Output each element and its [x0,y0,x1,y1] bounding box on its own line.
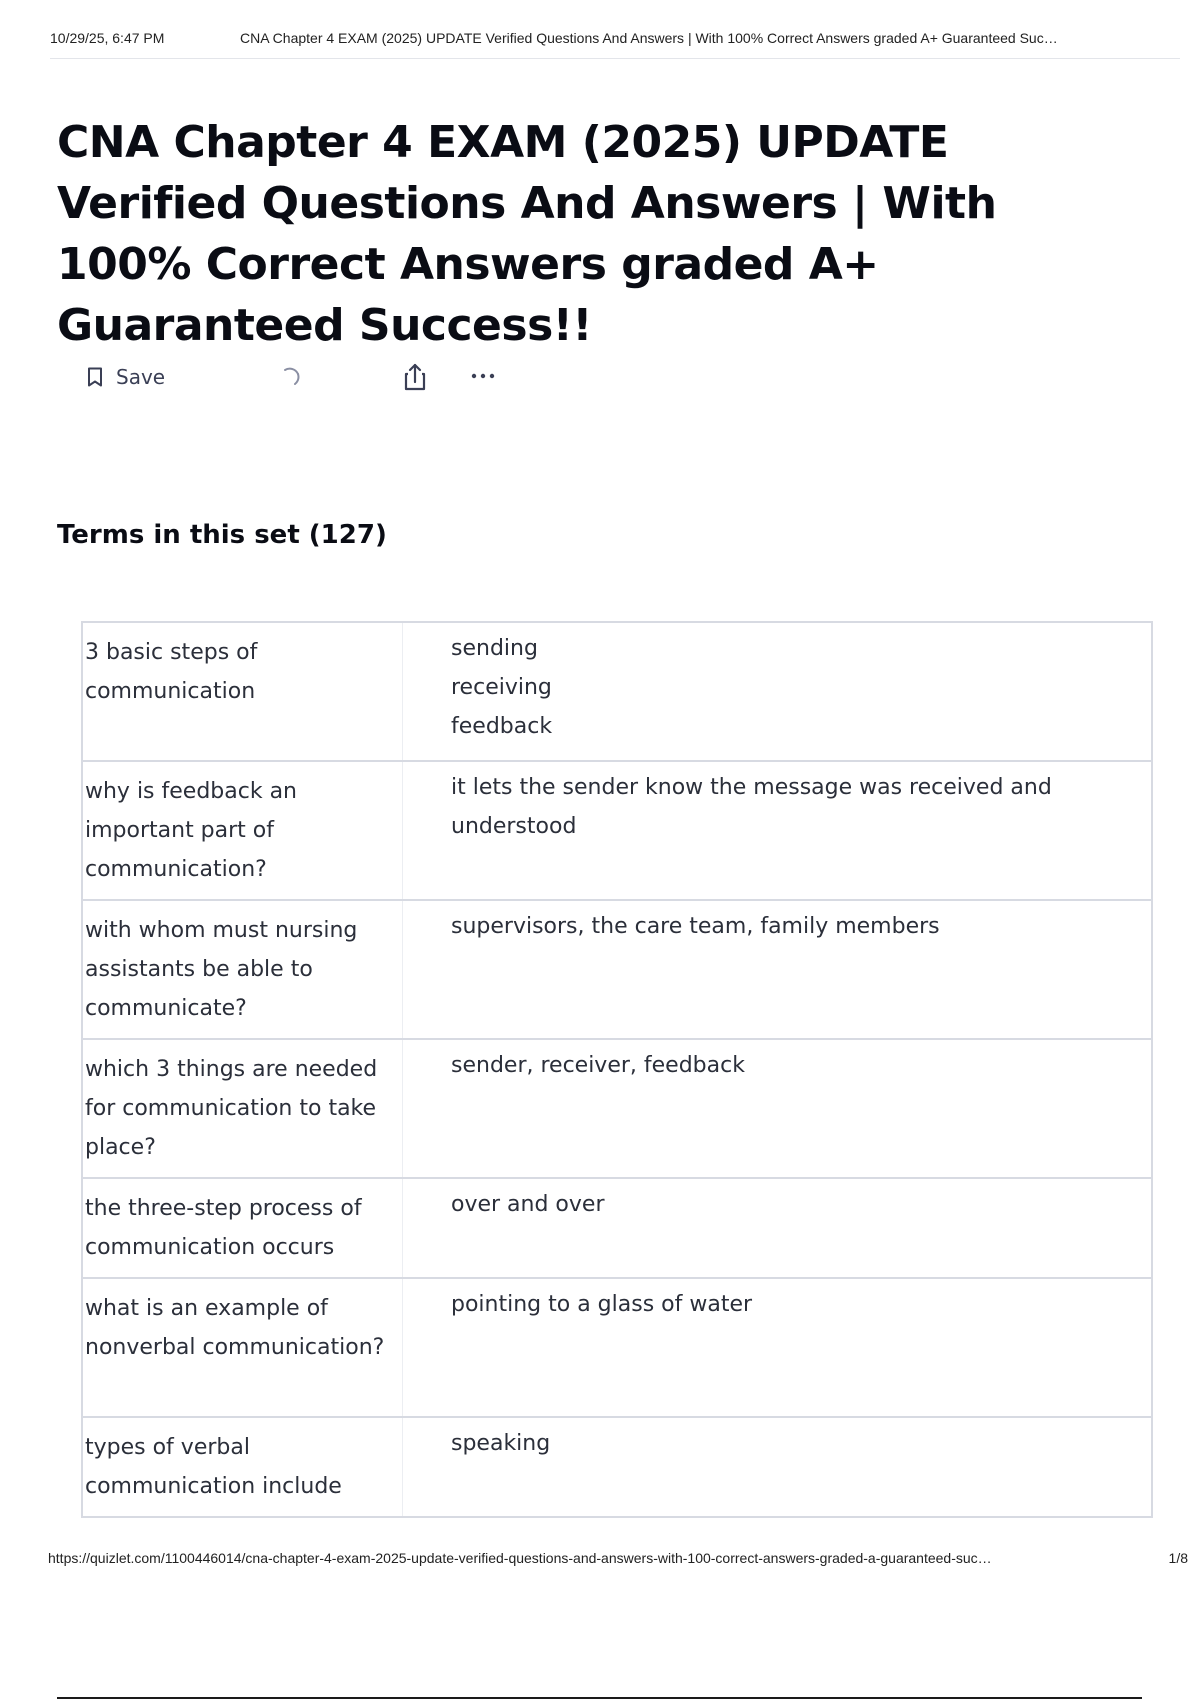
spinner-icon [280,364,304,388]
save-label: Save [116,365,166,389]
definition-cell [403,762,1151,899]
definition-line: it lets the sender know the message was received and understood [451,775,1052,839]
table-row [81,1177,1153,1279]
print-title: CNA Chapter 4 EXAM (2025) UPDATE Verified Questions And Answers | With 100% Correct Answers graded A+ Guaranteed Suc… [240,30,1058,46]
bookmark-icon [86,367,104,387]
term-cell: types of verbal communication include [83,1418,403,1516]
bottom-rule [57,1697,1142,1699]
table-row [81,1277,1153,1418]
term-cell: 3 basic steps of communication [83,623,403,760]
definition-cell [403,1279,1151,1416]
share-button[interactable] [398,360,432,394]
set-toolbar [86,360,506,394]
definition-cell [403,1040,1151,1177]
table-row [81,899,1153,1040]
definition-line: feedback [451,714,553,739]
term-cell: with whom must nursing assistants be able to communicate? [83,901,403,1038]
print-header [50,30,1180,59]
term-cell: why is feedback an important part of communication? [83,762,403,899]
definition-line: receiving [451,675,552,700]
table-row [81,1416,1153,1518]
definition-line: sender, receiver, feedback [451,1053,745,1078]
table-row [81,760,1153,901]
term-cell: which 3 things are needed for communication to take place? [83,1040,403,1177]
page-title: CNA Chapter 4 EXAM (2025) UPDATE Verified Questions And Answers | With 100% Correct Answers graded A+ Guaranteed Success!! [57,117,997,351]
definition-line: speaking [451,1431,551,1456]
terms-table [81,623,1153,1518]
definition-cell [403,1179,1151,1277]
definition-line: supervisors, the care team, family members [451,914,940,939]
save-button[interactable] [86,360,165,394]
definition-line: pointing to a glass of water [451,1292,753,1317]
definition-cell [403,623,1151,760]
term-cell: the three-step process of communication occurs [83,1179,403,1277]
term-cell: what is an example of nonverbal communication? [83,1279,403,1416]
more-options-button[interactable] [466,360,500,394]
definition-line: sending [451,636,538,661]
print-url: https://quizlet.com/1100446014/cna-chapter-4-exam-2025-update-verified-questions-and-answers-with-100-correct-answers-graded-a-guaranteed-suc… [48,1550,992,1566]
ellipsis-icon [466,360,500,394]
share-icon [398,360,432,394]
print-page-number: 1/8 [1168,1550,1188,1566]
print-footer [48,1550,1188,1574]
table-row [81,1038,1153,1179]
print-date: 10/29/25, 6:47 PM [50,30,165,46]
definition-cell [403,901,1151,1038]
definition-line: over and over [451,1192,605,1217]
definition-cell [403,1418,1151,1516]
table-row [81,621,1153,762]
terms-heading: Terms in this set (127) [57,520,387,550]
